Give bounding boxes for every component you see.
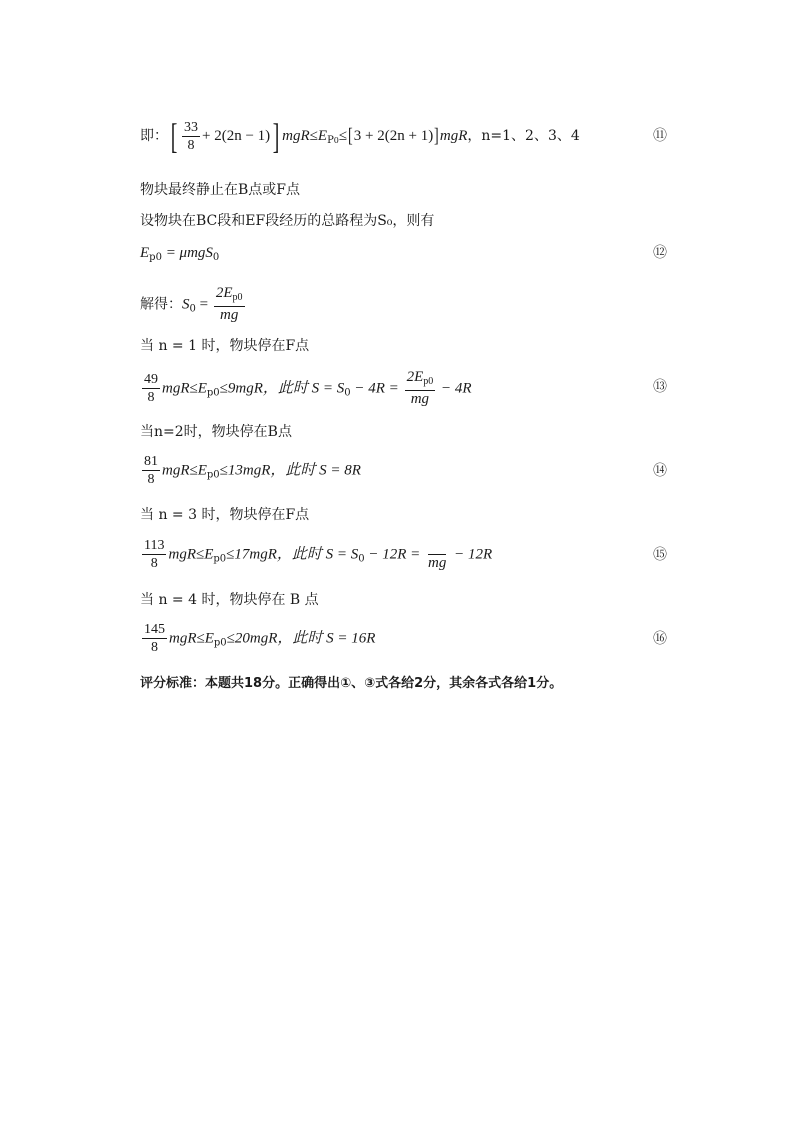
equation-number: ⑫ xyxy=(653,245,667,261)
equation: $\frac{49}{8}$ $mgR\le E_{p0}\le 9mgR$，此时 $S = S_0 - 4R$ = $\frac{2E_{p0}}{mg}$ − 4R xyxy=(144,369,472,407)
fraction: $\frac{81}{8}$ xyxy=(144,454,158,487)
equation: $\frac{81}{8}$ $mgR\le E_{p0}\le 13mgR$，此时 S = 8R xyxy=(144,454,361,487)
equation-number: ⑮ xyxy=(653,547,667,563)
equation-number: ⑭ xyxy=(653,463,667,479)
text-line: 当 n = 3 时，物块停在F点 xyxy=(140,507,310,523)
text-line: 物块最终静止在B点或F点 xyxy=(140,182,301,198)
text-line: 当 n = 1 时，物块停在F点 xyxy=(140,338,310,354)
equation-number: ⑬ xyxy=(653,379,667,395)
fraction: $\frac{145}{8}$ xyxy=(144,622,165,655)
fraction: $\frac{33}{8}$ xyxy=(184,119,198,153)
fraction: $\frac{2E_{p0}}{mg}$ xyxy=(215,285,243,323)
text-line: 当n=2时，物块停在B点 xyxy=(140,424,292,440)
equation: $\frac{145}{8}$ $mgR\le E_{p0}\le 20mgR$，此时 S = 16R xyxy=(144,622,376,655)
fraction: $\frac{2E_{p0}}{mg}$ xyxy=(406,369,434,407)
fraction: mg xyxy=(426,537,448,572)
equation: $\frac{113}{8}$ $mgR\le E_{p0}\le 17mgR$，此时 $S = S_0 - 12R$ = mg − 12R xyxy=(144,538,493,571)
text-line: 当 n = 4 时，物块停在 B 点 xyxy=(140,592,319,608)
grading-criteria: 评分标准：本题共18分。正确得出①、③式各给2分，其余各式各给1分。 xyxy=(140,676,563,691)
equation-number: ⑯ xyxy=(653,631,667,647)
equation-number: ⑪ xyxy=(653,128,667,144)
fraction: $\frac{49}{8}$ xyxy=(144,372,158,405)
text-line: 设物块在BC段和EF段经历的总路程为S₀，则有 xyxy=(140,213,435,229)
fraction: $\frac{113}{8}$ xyxy=(144,538,165,571)
equation: 解得：$S_0$ = $\frac{2E_{p0}}{mg}$ xyxy=(140,285,243,323)
equation: $E_{p0} = \mu mgS_0$ xyxy=(140,245,220,263)
inequality-range: 即：[ $\frac{33}{8}$ + 2(2n − 1)] $mgR\le E_{P0}\le[3 + 2(2n + 1)]mgR$，n=1、2、3、4 xyxy=(140,116,580,156)
